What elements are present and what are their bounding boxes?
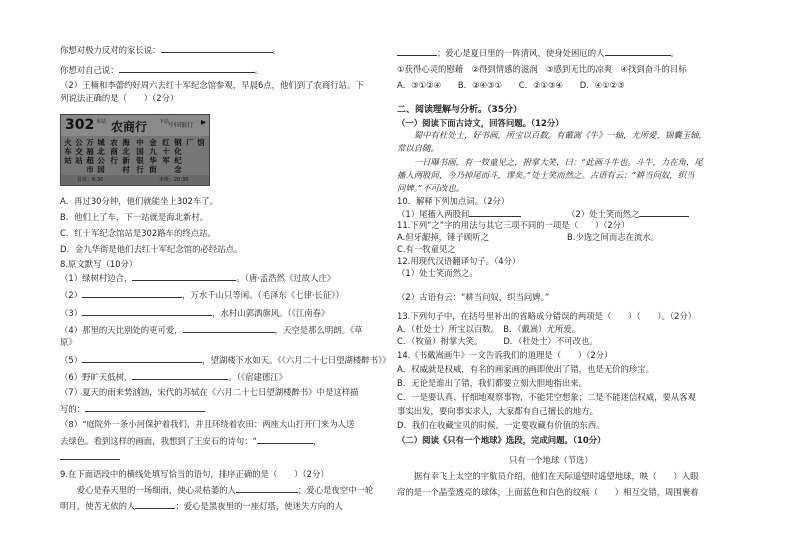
classical-text-4: 搐入两股间，今乃掉尾而斗，谬矣。”处士笑而然之。古语有云：“耕当问奴，织当 bbox=[397, 170, 695, 180]
poem-7-cont: 写的： bbox=[60, 403, 205, 415]
answer-blank[interactable] bbox=[60, 451, 120, 460]
poem-4-cont: 原》 bbox=[60, 337, 77, 347]
answer-blank[interactable] bbox=[257, 435, 313, 444]
answer-blank[interactable] bbox=[82, 289, 182, 298]
answer-blank[interactable] bbox=[161, 44, 273, 53]
parent-line: 你想对极力反对的家长说： 。 bbox=[60, 45, 281, 55]
question-11: 11.下列“之”字的用法与其它三项不同的一项是（ ）（2分） bbox=[397, 220, 630, 230]
poem-5: （5） ，望湖楼下水如天。《《六月二十七日望湖楼醉书》》 bbox=[60, 355, 391, 365]
direction-arrow-icon: ▸ bbox=[201, 117, 207, 128]
current-stop-tag: 本站 bbox=[96, 119, 107, 125]
classical-text-3: 一日曝书画，有一牧童见之，拊掌大笑，曰：“此画斗牛也。斗牛，力在角，尾 bbox=[397, 157, 703, 167]
answer-blank[interactable] bbox=[135, 500, 175, 509]
stop-2: 公交站 bbox=[75, 138, 83, 165]
stop-list bbox=[63, 138, 207, 174]
classical-text-1: 蜀中有杜处士，好书画，所宝以百数。有戴嵩《牛》一轴，尤所爱，锦囊玉轴， bbox=[397, 130, 707, 140]
current-stop-name: 农商行 bbox=[111, 120, 148, 134]
stop-7: 中国银行 bbox=[136, 138, 144, 174]
stop-8: 金九华街 bbox=[149, 138, 157, 174]
answer-blank[interactable] bbox=[132, 371, 228, 380]
stop-3: 万福超市 bbox=[86, 138, 94, 174]
stop-11: 厂 bbox=[186, 138, 194, 147]
answer-blank[interactable] bbox=[132, 272, 236, 281]
question-9-text-2: 明月，使苦无依的人 ；爱心是黑夜里的一座灯塔，使迷失方向的人 bbox=[60, 501, 343, 511]
question-12-1: （1）处士笑而然之。 bbox=[397, 268, 478, 278]
stop-1: 火车站 bbox=[64, 138, 72, 165]
question-9-options: A．③①②④ B．②④③① C．②①③④ D．④①②③ bbox=[397, 80, 625, 90]
question-14-c-cont: 事实出发，要向事实求人，大家都有自己擅长的地方。 bbox=[397, 406, 598, 416]
stop-12: 馆 bbox=[197, 138, 205, 147]
stop-6: 海北新村 bbox=[122, 138, 130, 174]
answer-blank[interactable] bbox=[397, 47, 437, 56]
answer-blank[interactable] bbox=[82, 354, 202, 363]
route-number: 302 bbox=[65, 117, 95, 133]
question-14-d: D．我们在收藏宝贝的时候，一定要收藏有价值的东西。 bbox=[397, 420, 605, 430]
question-9-text-3: ；爱心是夏日里的一阵清风，使身处困厄的人 。 bbox=[397, 47, 679, 59]
question-10-item-1: （1）尾搐入两股间 bbox=[397, 208, 521, 220]
stop-5: 农商行 bbox=[110, 138, 118, 165]
option-b: B．他们上了车，下一站就是海北新村。 bbox=[60, 212, 209, 222]
question-10-item-2: （2）处士笑而然之 bbox=[567, 208, 689, 220]
answer-blank[interactable] bbox=[119, 64, 255, 73]
question-10: 10．解释下列加点词。（2分） bbox=[397, 196, 510, 206]
question-9-choices: ①获得心灵的慰藉 ②得到情感的滋润 ③感到无比的凉爽 ④找到奋斗的目标 bbox=[397, 64, 687, 74]
question-14: 14.《书戴嵩画牛》一文告诉我们的道理是（ ）（2分） bbox=[397, 350, 613, 360]
option-d: D．金九华街是他们去红十军纪念馆的必经站点。 bbox=[60, 244, 243, 254]
option-a: A．再过30分钟，他们就能坐上302车了。 bbox=[60, 196, 218, 206]
poem-7: （7）夏天的雨来势汹汹，宋代的苏轼在《六月二十七日望湖楼醉书》中是这样描 bbox=[60, 387, 359, 397]
question-13-ab: A．（杜处士）所宝以百数。 B．（戴嵩）尤所爱。 bbox=[397, 324, 581, 334]
question-9-text-1: 爱心是春天里的一场细雨，使心灵枯萎的人 ；爱心是夜空中一轮 bbox=[60, 485, 374, 495]
article-line-2: 帘的是一个晶莹透亮的球体，上面蓝色和白色的纹痕（ ）相互交错，周围裹着 bbox=[397, 487, 699, 497]
question-14-a: A．权威就是权威，有名的画家画的画即使出了错，也是无价的珍宝。 bbox=[397, 364, 654, 374]
question-13-cd: C．（牧童）拊掌大笑。 D．（杜处士）不可改也。 bbox=[397, 336, 598, 346]
section-2-part-2: （二）阅读《只有一个地球》选段，完成问题。（10分） bbox=[397, 435, 606, 445]
poem-6: （6）野旷天低树， 。（《宿建德江》 bbox=[60, 372, 287, 382]
question-13: 13.下列句子中，在括号里补出的省略成分错误的两项是（ ）（ ）。（2分） bbox=[397, 311, 697, 321]
question-12-2: （2）古语有云：“耕当问奴，织当问婢。” bbox=[397, 292, 550, 302]
option-c: C．红十军纪念馆站是302路车的终点站。 bbox=[60, 228, 216, 238]
question-14-c: C．一是要认真、仔细地观察事物，不能凭空想象；二是不能迷信权威，要从客观 bbox=[397, 392, 696, 402]
answer-blank[interactable] bbox=[469, 208, 521, 217]
poem-4: （4）那里的天比别处的更可爱， ，天空是那么明朗。《草 bbox=[60, 325, 363, 335]
poem-8: （8）“庭院外一条小河保护着我们，并且环绕着农田：两座大山打开门来为人送 bbox=[60, 419, 355, 429]
poem-8-cont: 去绿色。看到这样的画面，我想到了王安石的诗句：“ ， bbox=[60, 436, 322, 446]
question-8-heading: 8.原文默写（10分） bbox=[60, 259, 138, 269]
poem-8-blank bbox=[60, 451, 120, 463]
stop-9: 红十军 bbox=[162, 138, 170, 165]
last-bus: 末班：20:30 bbox=[159, 177, 189, 183]
article-line-1: 据有幸飞上太空的宇航员介绍，他们在天际遥望时遥望地球，映（ ）入眼 bbox=[397, 471, 699, 481]
next-stop-name: 中国银行 bbox=[169, 122, 194, 129]
question-11-b: B.少选之间而志在流水。 bbox=[567, 232, 660, 242]
question-14-b: B．无论是谁出了错，我们都要立刻大胆地指出来。 bbox=[397, 378, 587, 388]
classical-text-2: 常以自随。 bbox=[397, 143, 439, 153]
question-2-line-1: （2）王楠和李蕾约好周六去红十军纪念馆参观，早晨6点，他们到了农商行站。下 bbox=[60, 80, 364, 90]
answer-blank[interactable] bbox=[82, 307, 212, 316]
poem-2: （2） ，万水千山只等闲。（毛泽东《七律·长征》） bbox=[60, 290, 344, 300]
answer-blank[interactable] bbox=[236, 484, 298, 493]
question-11-c: C.有一牧童见之 bbox=[397, 244, 456, 254]
article-title: 只有一个地球（节选） bbox=[509, 455, 593, 465]
question-9: 9.在下面语段中的横线处填写恰当的语句，排序正确的是（ ）（2分） bbox=[60, 469, 329, 479]
question-12: 12.用现代汉语翻译句子。（4分） bbox=[397, 256, 521, 266]
answer-blank[interactable] bbox=[183, 324, 275, 333]
question-11-a: A.但牙龈掉，锤子顾听之 bbox=[397, 232, 489, 242]
section-2-heading: 二、阅读理解与分析。（35分） bbox=[397, 105, 523, 115]
next-stop-tag: 下站 bbox=[159, 119, 170, 125]
answer-blank[interactable] bbox=[605, 47, 671, 56]
classical-text-5: 问婢。”不可改也。 bbox=[397, 183, 465, 193]
bus-stop-sign-photo bbox=[60, 114, 210, 186]
stop-4: 城北公园 bbox=[97, 138, 105, 174]
poem-1: （1）绿树村边合， 。（唐·孟浩然《过故人庄》 bbox=[60, 273, 336, 283]
question-2-line-2: 列说法正确的是（ ）（2分） bbox=[60, 93, 179, 103]
first-bus: 首班：6:30 bbox=[77, 177, 104, 183]
poem-3: （3） ，水村山郭酒旗风。（《江南春》 bbox=[60, 308, 330, 318]
section-2-part-1: （一）阅读下面古诗文，回答问题。（12分） bbox=[397, 118, 564, 128]
answer-blank[interactable] bbox=[639, 208, 689, 217]
self-line: 你想对自己说： 。 bbox=[60, 65, 263, 75]
answer-blank[interactable] bbox=[85, 403, 205, 412]
stop-10: 钢化纪念 bbox=[174, 138, 182, 174]
